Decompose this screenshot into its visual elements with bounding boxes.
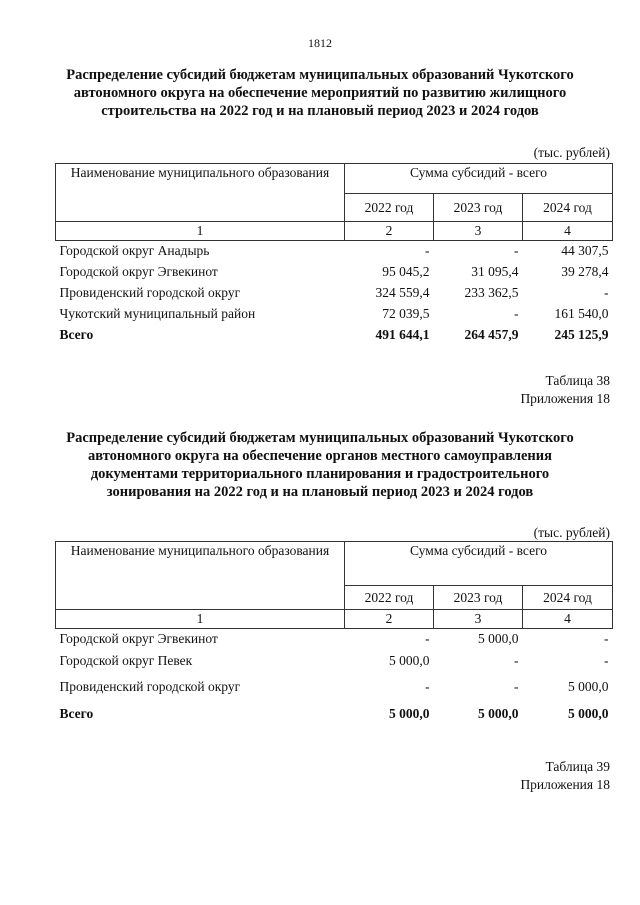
table-note-2 — [520, 758, 610, 794]
value-2022: 72 039,5 — [382, 306, 430, 321]
section-2-title-line: документами территориального планирования и градостроительного — [90, 466, 550, 482]
total-row — [56, 325, 613, 346]
value-2024: - — [604, 652, 609, 668]
section-2-title-line: зонирования на 2022 год и на плановый период 2023 и 2024 годов — [106, 484, 534, 500]
table-row — [56, 650, 613, 672]
total-2023: 264 457,9 — [464, 327, 519, 342]
total-2022: 5 000,0 — [389, 705, 430, 721]
header-year-2023: 2023 год — [434, 586, 523, 610]
table-note-1 — [520, 372, 610, 408]
column-number: 2 — [345, 610, 434, 629]
row-name: Чукотский муниципальный район — [59, 306, 256, 321]
header-name-column: Наименование муниципального образования — [56, 164, 345, 222]
section-1-title — [60, 66, 580, 120]
header-year-2022: 2022 год — [345, 586, 434, 610]
table-number: Таблица 39 — [545, 759, 610, 774]
header-year-2022: 2022 год — [345, 194, 434, 222]
value-2022: 95 045,2 — [382, 264, 430, 279]
table-row — [56, 262, 613, 283]
value-2024: - — [604, 631, 609, 647]
value-2022: - — [425, 678, 430, 694]
value-2023: - — [514, 306, 519, 321]
table-row — [56, 672, 613, 702]
value-2024: 5 000,0 — [568, 678, 609, 694]
total-row — [56, 702, 613, 726]
column-number: 3 — [434, 222, 523, 241]
section-2-title-line: Распределение субсидий бюджетам муниципальных образований Чукотского — [66, 430, 574, 446]
value-2023: - — [514, 678, 519, 694]
page-number: 1812 — [308, 36, 332, 50]
table-row — [56, 629, 613, 650]
value-2022: 324 559,4 — [375, 285, 430, 300]
header-name-column: Наименование муниципального образования — [56, 542, 345, 610]
value-2022: 5 000,0 — [389, 652, 430, 668]
row-name: Провиденский городской округ — [59, 285, 241, 300]
column-number: 1 — [56, 610, 345, 629]
section-2-table — [55, 541, 613, 726]
table-row — [56, 304, 613, 325]
column-number: 2 — [345, 222, 434, 241]
header-year-2024: 2024 год — [523, 194, 613, 222]
column-number: 4 — [523, 610, 613, 629]
appendix-ref: Приложения 18 — [520, 777, 610, 792]
header-year-2024: 2024 год — [523, 586, 613, 610]
value-2023: - — [514, 243, 519, 259]
section-1-units: (тыс. рублей) — [533, 145, 610, 160]
header-sum-column: Сумма субсидий - всего — [345, 164, 613, 194]
table-row — [56, 241, 613, 262]
column-number: 4 — [523, 222, 613, 241]
value-2023: 233 362,5 — [464, 285, 519, 300]
column-number: 1 — [56, 222, 345, 241]
section-2-title — [60, 429, 580, 501]
row-name: Городской округ Певек — [59, 652, 193, 668]
section-1-table — [55, 163, 613, 346]
row-name: Провиденский городской округ — [59, 678, 241, 694]
column-number: 3 — [434, 610, 523, 629]
value-2023: 31 095,4 — [471, 264, 519, 279]
header-year-2023: 2023 год — [434, 194, 523, 222]
value-2023: - — [514, 652, 519, 668]
table-number: Таблица 38 — [545, 373, 610, 388]
value-2024: - — [604, 285, 609, 300]
header-sum-column: Сумма субсидий - всего — [345, 542, 613, 586]
appendix-ref: Приложения 18 — [520, 391, 610, 406]
value-2022: - — [425, 243, 430, 259]
section-1-title-line: строительства на 2022 год и на плановый период 2023 и 2024 годов — [101, 103, 539, 119]
total-label: Всего — [59, 705, 94, 721]
row-name: Городской округ Эгвекинот — [59, 264, 218, 279]
row-name: Городской округ Анадырь — [59, 243, 210, 259]
section-2-units: (тыс. рублей) — [533, 525, 610, 540]
value-2024: 44 307,5 — [561, 243, 609, 259]
section-1-title-line: автономного округа на обеспечение мероприятий по развитию жилищного — [73, 85, 567, 101]
table-row — [56, 283, 613, 304]
total-2023: 5 000,0 — [478, 705, 519, 721]
total-2024: 5 000,0 — [568, 705, 609, 721]
section-2-title-line: автономного округа на обеспечение органов местного самоуправления — [88, 448, 552, 464]
row-name: Городской округ Эгвекинот — [59, 631, 218, 647]
value-2022: - — [425, 631, 430, 647]
value-2024: 161 540,0 — [554, 306, 609, 321]
total-2022: 491 644,1 — [375, 327, 430, 342]
total-label: Всего — [59, 327, 94, 342]
value-2024: 39 278,4 — [561, 264, 609, 279]
value-2023: 5 000,0 — [478, 631, 519, 647]
total-2024: 245 125,9 — [554, 327, 609, 342]
section-1-title-line: Распределение субсидий бюджетам муниципальных образований Чукотского — [66, 67, 574, 83]
